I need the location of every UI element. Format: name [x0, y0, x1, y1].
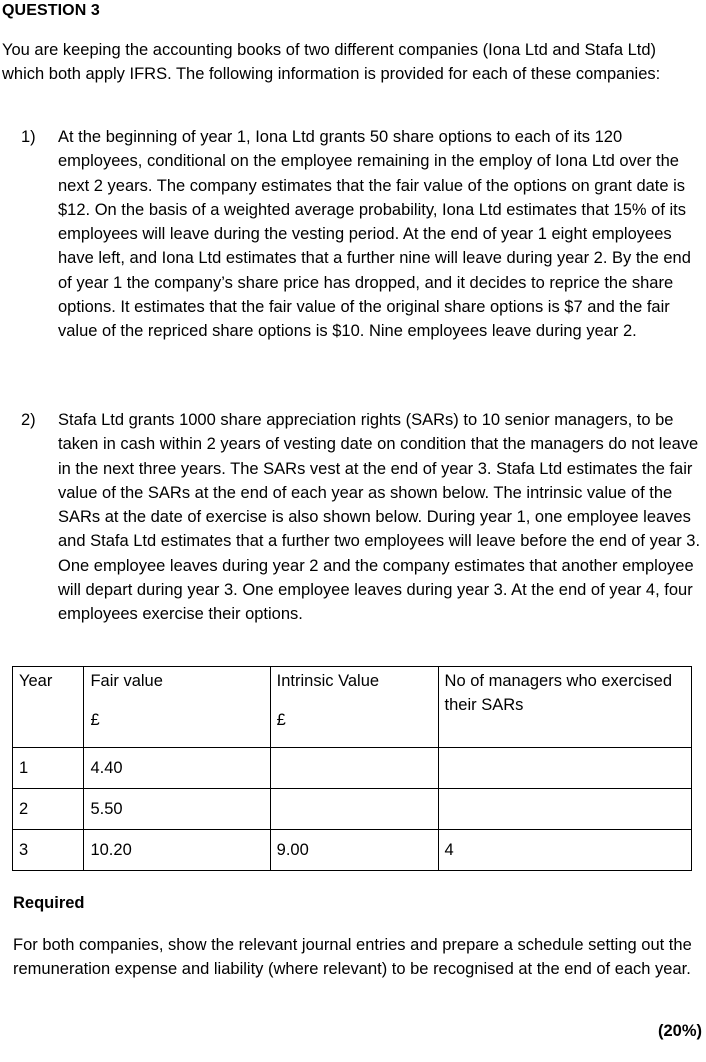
cell-year: 3: [13, 830, 84, 871]
cell-fair-value: 10.20: [84, 830, 270, 871]
cell-intrinsic-value: [270, 789, 438, 830]
header-managers-exercised: No of managers who exercised their SARs: [438, 667, 691, 748]
question-intro: You are keeping the accounting books of two different companies (Iona Ltd and Stafa Ltd) which both apply IFRS. The following information is provided for each of these companies:: [2, 41, 661, 84]
table-row: [13, 748, 692, 789]
required-text: For both companies, show the relevant journal entries and prepare a schedule setting out the remuneration expense and liability (where relevant) to be recognised at the end of each year.: [13, 936, 692, 979]
cell-intrinsic-value: [270, 748, 438, 789]
cell-managers: 4: [438, 830, 691, 871]
table-row: [13, 789, 692, 830]
question-item-text: At the beginning of year 1, Iona Ltd grants 50 share options to each of its 120 employees, conditional on the employee remaining in the employ of Iona Ltd over the next 2 years. The company estimates that the fair value of the options on grant date is $12. On the basis of a weighted average probability, Iona Ltd estimates that 15% of its employees will leave during the vesting period. At the end of year 1 eight employees have left, and Iona Ltd estimates that a further nine will leave during year 2. By the end of year 1 the company’s share price has dropped, and it decides to reprice the share options. It estimates that the fair value of the original share options is $7 and the fair value of the repriced share options is $10. Nine employees leave during year 2.: [58, 128, 691, 341]
cell-fair-value: 4.40: [84, 748, 270, 789]
cell-year: 2: [13, 789, 84, 830]
sar-values-table: [12, 666, 692, 871]
question-item-number: 2): [21, 411, 36, 429]
question-item-text: Stafa Ltd grants 1000 share appreciation rights (SARs) to 10 senior managers, to be taken in cash within 2 years of vesting date on condition that the managers do not leave in the next three years. The SARs vest at the end of year 3. Stafa Ltd estimates the fair value of the SARs at the end of each year as shown below. The intrinsic value of the SARs at the date of exercise is also shown below. During year 1, one employee leaves and Stafa Ltd estimates that a further two employees will leave before the end of year 3. One employee leaves during year 2 and the company estimates that another employee will depart during year 3. One employee leaves during year 3. At the end of year 4, four employees exercise their options.: [58, 411, 701, 624]
question-title: QUESTION 3: [2, 2, 100, 19]
required-heading: Required: [13, 894, 85, 912]
header-intrinsic-value-unit: £: [276, 711, 286, 729]
header-fair-value-label: Fair value: [90, 672, 163, 690]
marks-weight: (20%): [657, 1022, 702, 1040]
cell-managers: [438, 789, 691, 830]
header-fair-value: [84, 667, 270, 748]
header-year: Year: [13, 667, 84, 748]
header-intrinsic-value: [270, 667, 438, 748]
header-intrinsic-value-label: Intrinsic Value: [276, 672, 380, 690]
cell-managers: [438, 748, 691, 789]
cell-year: 1: [13, 748, 84, 789]
cell-intrinsic-value: 9.00: [270, 830, 438, 871]
header-fair-value-unit: £: [90, 711, 100, 729]
cell-fair-value: 5.50: [84, 789, 270, 830]
table-row: [13, 830, 692, 871]
question-item-number: 1): [21, 128, 36, 146]
table-header-row: [13, 667, 692, 748]
